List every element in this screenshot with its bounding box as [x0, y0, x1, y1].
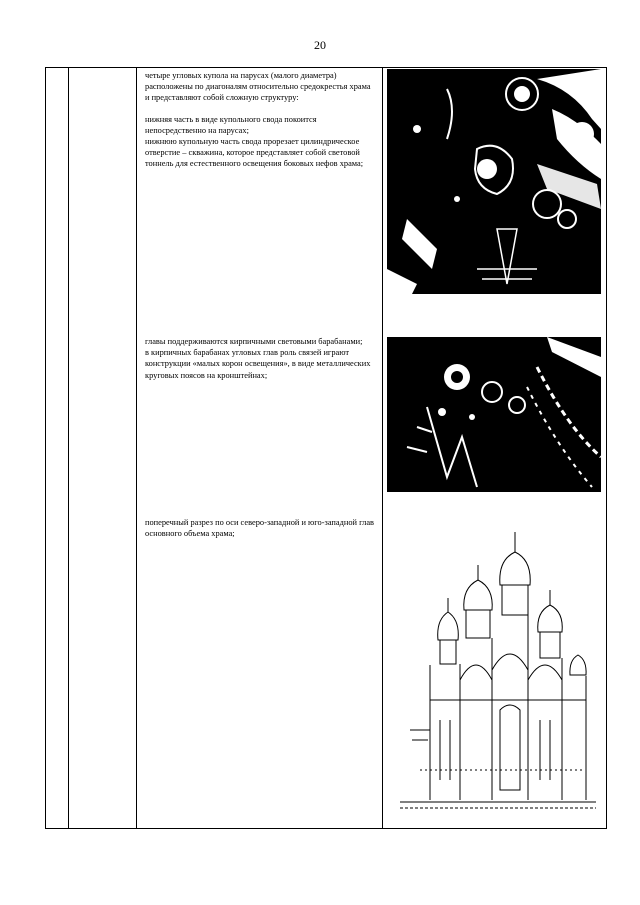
page-number: 20: [314, 38, 326, 52]
column-divider-3: [382, 68, 383, 828]
column-divider-2: [136, 68, 137, 828]
row-2-paragraph-1: главы поддерживаются кирпичными световыми барабанами;: [145, 337, 363, 346]
row-1-text: [145, 70, 377, 170]
row-1-paragraph-1: четыре угловых купола на парусах (малого диаметра) расположены по диагоналям относительно средокрестья храма и представляют собой сложную структуру:: [145, 71, 371, 103]
row-2-text: [145, 336, 377, 381]
row-1-paragraph-2: нижняя часть в виде купольного свода покоится непосредственно на парусах;: [145, 114, 317, 135]
church-section-drawing: [400, 530, 596, 814]
row-2-paragraph-2: в кирпичных барабанах угловых глав роль связей играют конструкции «малых корон освещения», в виде металлических круговых поясов на кронштейнах;: [145, 348, 371, 380]
drum-interior-photo: [387, 337, 601, 492]
column-divider-1: [68, 68, 69, 828]
dome-interior-photo: [387, 69, 601, 294]
description-table: [45, 67, 607, 829]
row-3-paragraph-1: поперечный разрез по оси северо-западной и юго-западной глав основного объема храма;: [145, 518, 374, 539]
row-3-text: [145, 517, 377, 539]
row-1-paragraph-3: нижнюю купольную часть свода прорезает цилиндрическое отверстие – скважина, которое представляет собой световой тоннель для естественного освещения боковых нефов храма;: [145, 137, 364, 169]
